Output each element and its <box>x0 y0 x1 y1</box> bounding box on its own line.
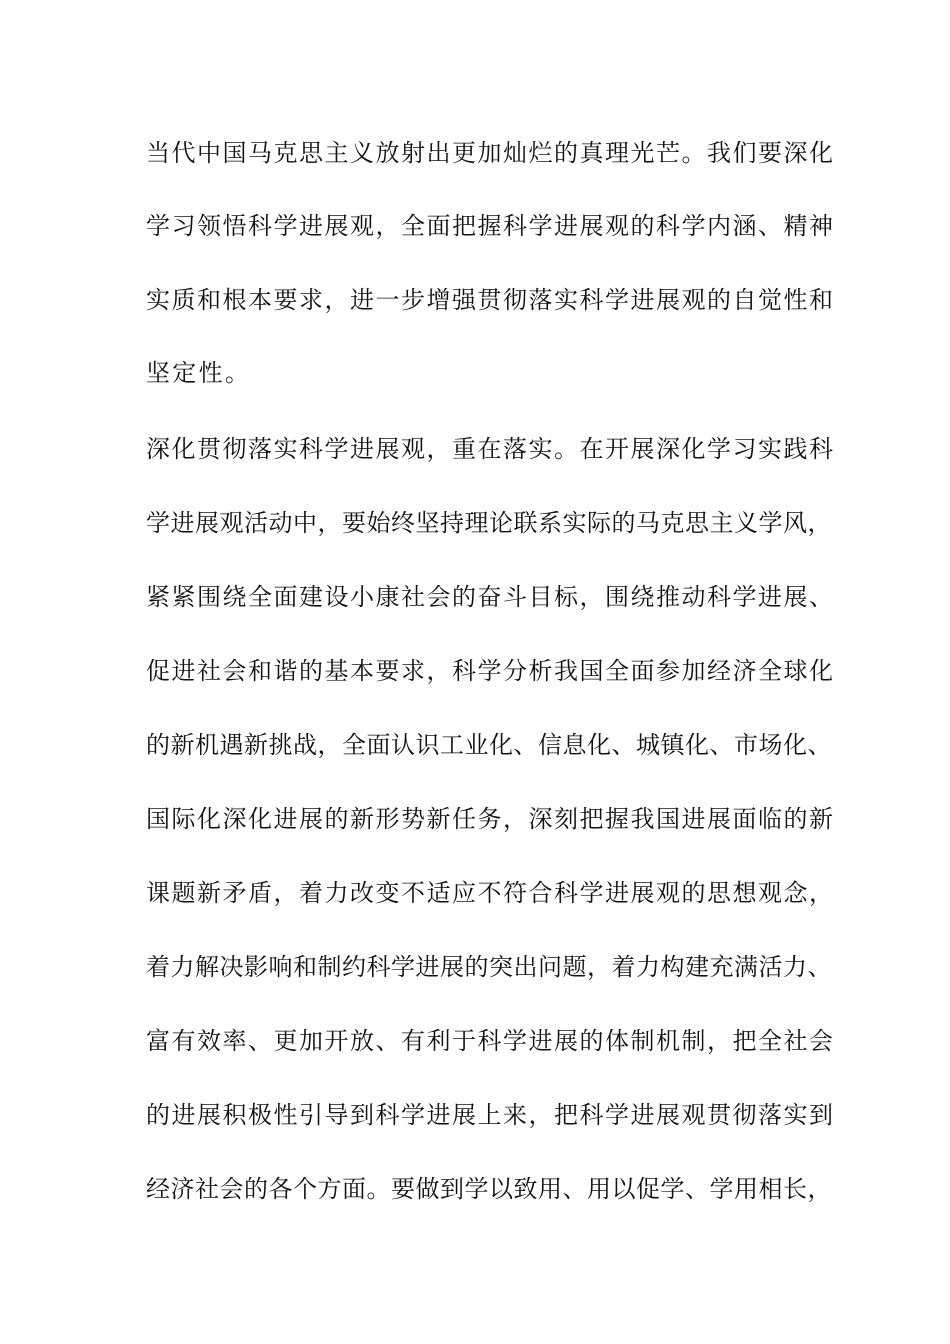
text-line: 实质和根本要求，进一步增强贯彻落实科学进展观的自觉性和 <box>146 286 835 314</box>
text-line: 学进展观活动中，要始终坚持理论联系实际的马克思主义学风， <box>146 509 832 537</box>
text-line: 当代中国马克思主义放射出更加灿烂的真理光芒。我们要深化 <box>146 139 835 167</box>
text-line: 的进展积极性引导到科学进展上来，把科学进展观贯彻落实到 <box>146 1101 835 1129</box>
text-line: 促进社会和谐的基本要求，科学分析我国全面参加经济全球化 <box>146 657 835 685</box>
text-line: 富有效率、更加开放、有利于科学进展的体制机制，把全社会 <box>146 1027 835 1055</box>
text-line: 的新机遇新挑战，全面认识工业化、信息化、城镇化、市场化、 <box>146 731 832 759</box>
text-line: 坚定性。 <box>146 359 252 387</box>
text-line: 国际化深化进展的新形势新任务，深刻把握我国进展面临的新 <box>146 805 835 833</box>
text-line: 着力解决影响和制约科学进展的突出问题，着力构建充满活力、 <box>146 953 832 981</box>
text-line: 紧紧围绕全面建设小康社会的奋斗目标，围绕推动科学进展、 <box>146 583 835 611</box>
text-line: 学习领悟科学进展观，全面把握科学进展观的科学内涵、精神 <box>146 212 835 240</box>
text-line: 课题新矛盾，着力改变不适应不符合科学进展观的思想观念， <box>146 879 835 907</box>
text-line: 经济社会的各个方面。要做到学以致用、用以促学、学用相长， <box>146 1175 832 1203</box>
text-line: 深化贯彻落实科学进展观，重在落实。在开展深化学习实践科 <box>146 435 835 463</box>
